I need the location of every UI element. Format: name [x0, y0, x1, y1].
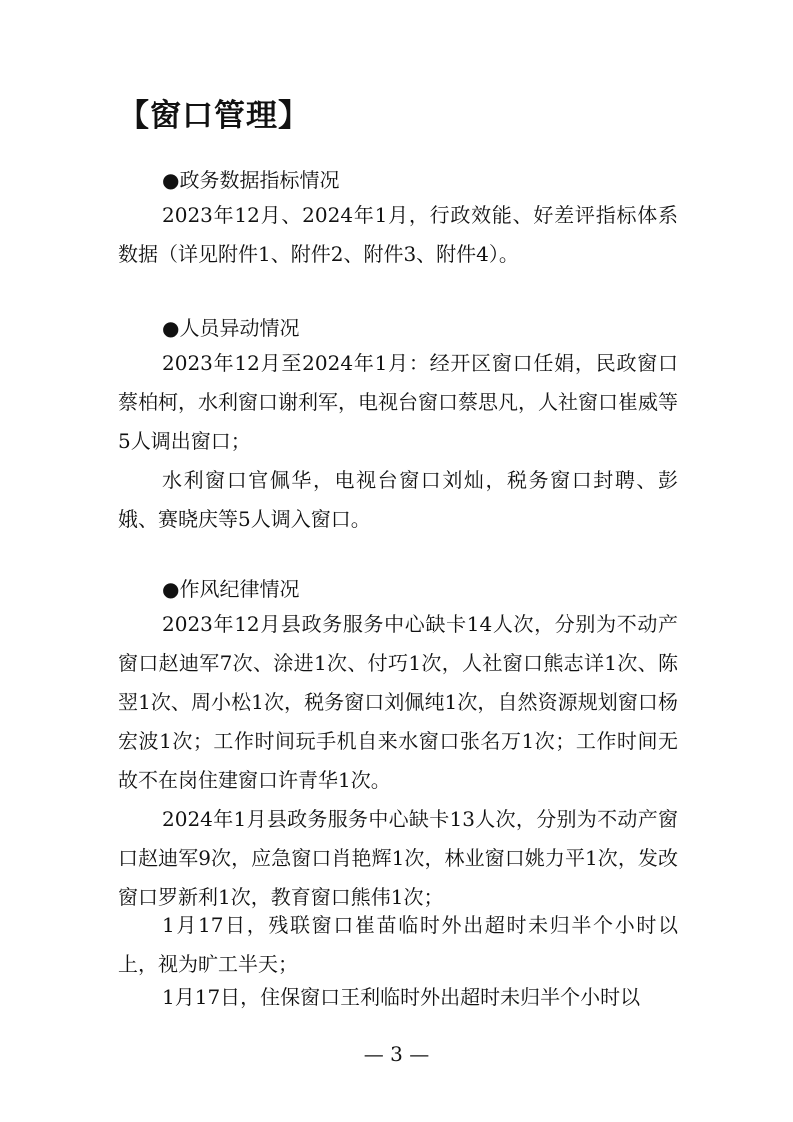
paragraph-discipline-december: 2023年12月县政务服务中心缺卡14人次，分别为不动产窗口赵迪军7次、涂进1次、付巧1次，人社窗口熊志详1次、陈翌1次、周小松1次，税务窗口刘佩纯1次，自然资源规划窗口杨宏波1次；工作时间玩手机自来水窗口张名万1次；工作时间无故不在岗住建窗口许青华1次。	[118, 612, 678, 792]
page-heading: 【窗口管理】	[118, 98, 310, 134]
paragraph-personnel-in: 水利窗口官佩华，电视台窗口刘灿，税务窗口封聘、彭娥、赛晓庆等5人调入窗口。	[118, 468, 678, 531]
section-title-data-indicators: ●政务数据指标情况	[162, 168, 340, 192]
paragraph-discipline-january: 2024年1月县政务服务中心缺卡13人次，分别为不动产窗口赵迪军9次，应急窗口肖艳辉1次，林业窗口姚力平1次，发改窗口罗新利1次，教育窗口熊伟1次；	[118, 807, 678, 909]
section-title-discipline: ●作风纪律情况	[162, 577, 300, 601]
paragraph-housing-absence: 1月17日，住保窗口王利临时外出超时未归半个小时以	[162, 985, 641, 1009]
paragraph-disabled-federation-absence: 1月17日，残联窗口崔苗临时外出超时未归半个小时以上，视为旷工半天；	[118, 913, 678, 976]
paragraph-personnel-out: 2023年12月至2024年1月：经开区窗口任娟，民政窗口蔡柏柯，水利窗口谢利军，电视台窗口蔡思凡，人社窗口崔威等5人调出窗口；	[118, 351, 678, 453]
page-number: — 3 —	[363, 1042, 430, 1066]
paragraph-data-indicators: 2023年12月、2024年1月，行政效能、好差评指标体系数据（详见附件1、附件2、附件3、附件4）。	[118, 203, 678, 266]
section-title-personnel-changes: ●人员异动情况	[162, 316, 300, 340]
